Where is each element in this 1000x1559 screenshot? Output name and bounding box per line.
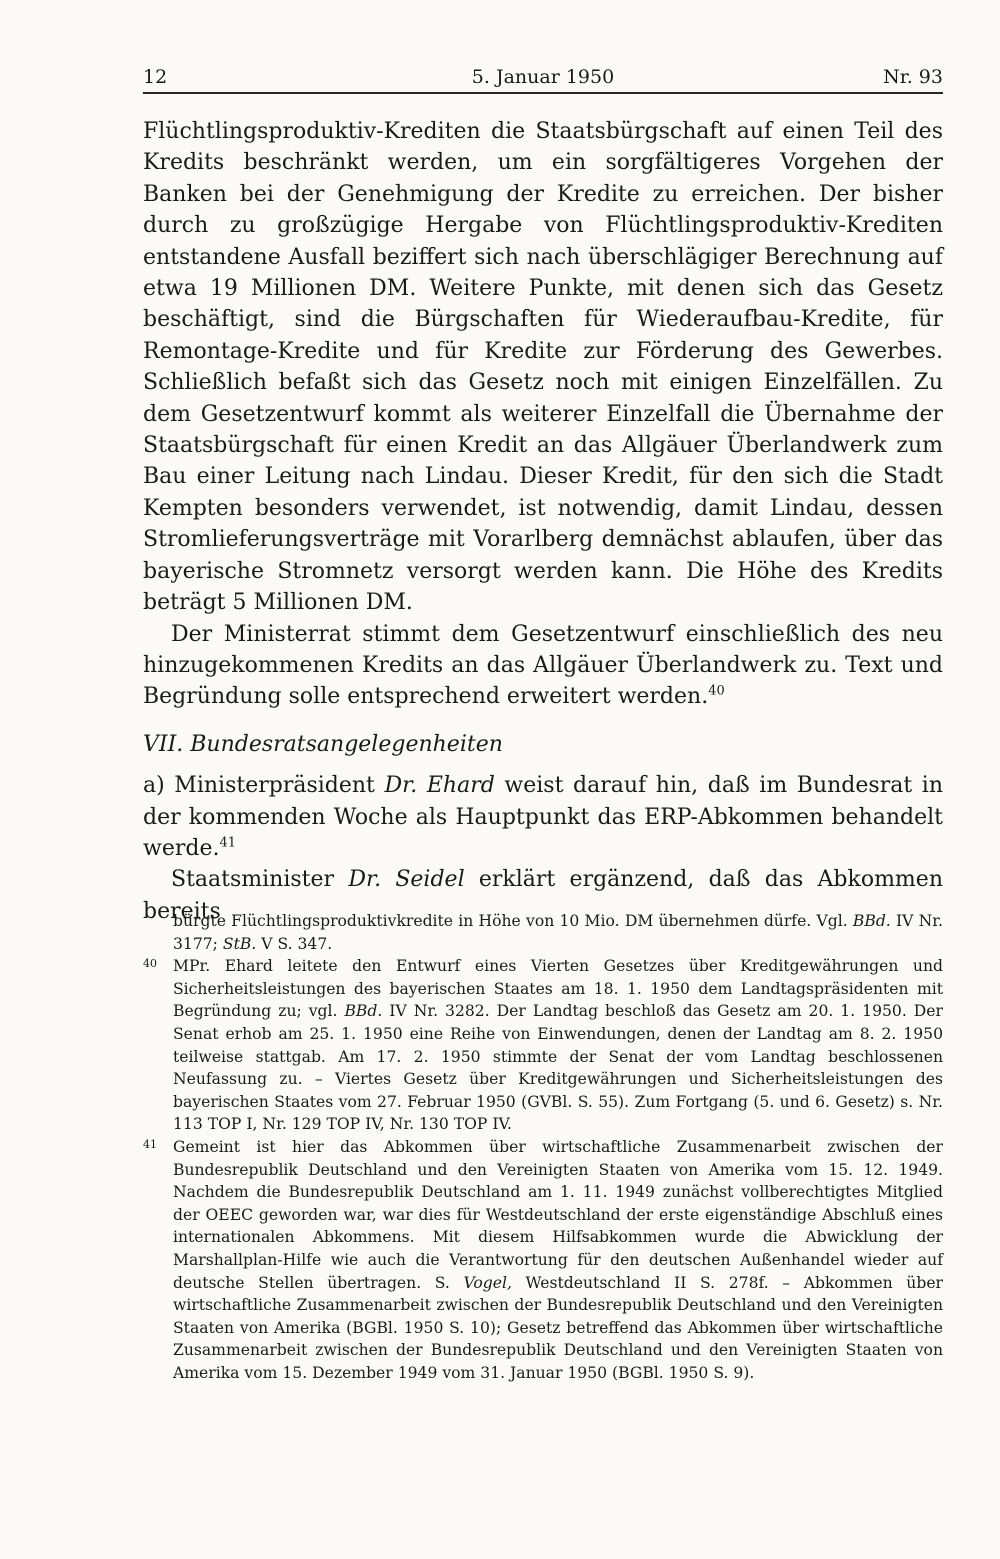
paragraph-b-rest: erklärt ergänzend, daß das Abkommen bereits bbox=[143, 867, 943, 924]
paragraph-a-rest: weist darauf hin, daß im Bundesrat in der kommenden Woche als Hauptpunkt das ERP-Abkommen behandelt werde. bbox=[143, 773, 943, 861]
paragraph-resolution-text: Der Ministerrat stimmt dem Gesetzentwurf einschließlich des neu hinzugekommenen Kredits an das Allgäuer Überlandwerk zu. Text und Begründung solle entsprechend erweitert werden. bbox=[143, 621, 943, 710]
main-text bbox=[143, 116, 943, 927]
issue-number: Nr. 93 bbox=[883, 66, 943, 88]
footnote-ref-40[interactable]: 40 bbox=[708, 683, 725, 699]
person-name-ehard: Dr. Ehard bbox=[384, 773, 495, 799]
person-name-seidel: Dr. Seidel bbox=[348, 867, 465, 893]
footnote-41-mark: 41 bbox=[143, 1137, 157, 1151]
paragraph-b-start: Staatsminister bbox=[171, 867, 349, 893]
footnote-continuation bbox=[143, 910, 943, 955]
abbr-bbd: BBd. bbox=[852, 912, 891, 930]
footnote-40 bbox=[143, 955, 943, 1136]
footnote-continuation-text-3: V S. 347. bbox=[256, 934, 333, 953]
paragraph-resolution bbox=[143, 619, 943, 713]
footnote-40-text-2: IV Nr. 3282. Der Landtag beschloß das Gesetz am 20. 1. 1950. Der Senat erhob am 25. 1. 1950 eine Reihe von Einwendungen, denen der Landtag am 8. 2. 1950 teilweise stattgab. Am 17. 2. 1950 stimmte der Senat der vom Landtag beschlossenen Neufassung zu. – Viertes Gesetz über Kreditgewährungen und Sicherheitsleistungen des bayerischen Staates vom 27. Februar 1950 (GVBl. S. 55). Zum Fortgang (5. und 6. Gesetz) s. Nr. 113 TOP I, Nr. 129 TOP IV, Nr. 130 TOP IV. bbox=[173, 1002, 943, 1134]
footnote-continuation-text-2: IV Nr. 3177; bbox=[173, 912, 943, 953]
footnote-40-mark: 40 bbox=[143, 957, 157, 971]
footnote-40-text: MPr. Ehard leitete den Entwurf eines Vierten Gesetzes über Kreditgewährungen und Sicherheitsleistungen des bayerischen Staates am 18. 1. 1950 dem Landtagspräsidenten mit Begründung zu; vgl. bbox=[173, 957, 943, 1021]
paragraph-continuation: Flüchtlingsproduktiv-Krediten die Staatsbürgschaft auf einen Teil des Kredits beschränkt werden, um ein sorgfältigeres Vorgehen der Banken bei der Genehmigung der Kredite zu erreichen. Der bisher durch zu großzügige Hergabe von Flüchtlingsproduktiv-Krediten entstandene Ausfall beziffert sich nach überschlägiger Berechnung auf etwa 19 Millionen DM. Weitere Punkte, mit denen sich das Gesetz beschäftigt, sind die Bürgschaften für Wiederaufbau-Kredite, für Remontage-Kredite und für Kredite zur Förderung des Gewerbes. Schließlich befaßt sich das Gesetz noch mit einigen Einzelfällen. Zu dem Gesetzentwurf kommt als weiterer Einzelfall die Übernahme der Staatsbürgschaft für einen Kredit an das Allgäuer Überlandwerk zum Bau einer Leitung nach Lindau. Dieser Kredit, für den sich die Stadt Kempten besonders verwendet, ist notwendig, damit Lindau, dessen Stromlieferungsverträge mit Vorarlberg demnächst ablaufen, über das bayerische Stromnetz versorgt werden kann. Die Höhe des Kredits beträgt 5 Millionen DM. bbox=[143, 119, 943, 616]
footnotes bbox=[143, 910, 943, 1384]
section-heading: VII. Bundesratsangelegenheiten bbox=[143, 731, 503, 757]
page-number: 12 bbox=[143, 66, 168, 88]
footnote-continuation-text: bürgte Flüchtlingsproduktivkredite in Höhe von 10 Mio. DM übernehmen dürfe. Vgl. bbox=[173, 912, 853, 930]
abbr-stb: StB. bbox=[222, 934, 257, 953]
footnote-ref-41[interactable]: 41 bbox=[219, 835, 237, 851]
footnote-41-text: Gemeint ist hier das Abkommen über wirtschaftliche Zusammenarbeit zwischen der Bundesrepublik Deutschland und den Vereinigten Staaten von Amerika vom 15. 12. 1949. Nachdem die Bundesrepublik Deutschland am 1. 11. 1949 zunächst vollberechtigtes Mitglied der OEEC geworden war, war dies für Westdeutschland der erste eigenständige Abschluß eines internationalen Abkommens. Mit diesem Hilfsabkommen wurde die Abwicklung der Marshallplan-Hilfe wie auch die Verantwortung für den deutschen Außenhandel wieder auf deutsche Stellen übertragen. S. bbox=[173, 1137, 943, 1292]
paragraph-a-start: a) Ministerpräsident bbox=[143, 773, 385, 799]
author-vogel: Vogel, bbox=[463, 1273, 512, 1292]
footnote-41 bbox=[143, 1136, 943, 1385]
footnote-41-text-2: Westdeutschland II S. 278f. – Abkommen über wirtschaftliche Zusammenarbeit zwischen der Bundesrepublik Deutschland und den Vereinigten Staaten von Amerika (BGBl. 1950 S. 10); Gesetz betreffend das Abkommen über wirtschaftliche Zusammenarbeit zwischen der Bundesrepublik Deutschland und den Vereinigten Staaten von Amerika vom 15. Dezember 1949 vom 31. Januar 1950 (BGBl. 1950 S. 9). bbox=[173, 1273, 944, 1382]
abbr-bbd: BBd. bbox=[344, 1002, 383, 1021]
paragraph-a bbox=[143, 770, 943, 864]
header-date: 5. Januar 1950 bbox=[471, 66, 615, 88]
running-header bbox=[143, 62, 943, 94]
